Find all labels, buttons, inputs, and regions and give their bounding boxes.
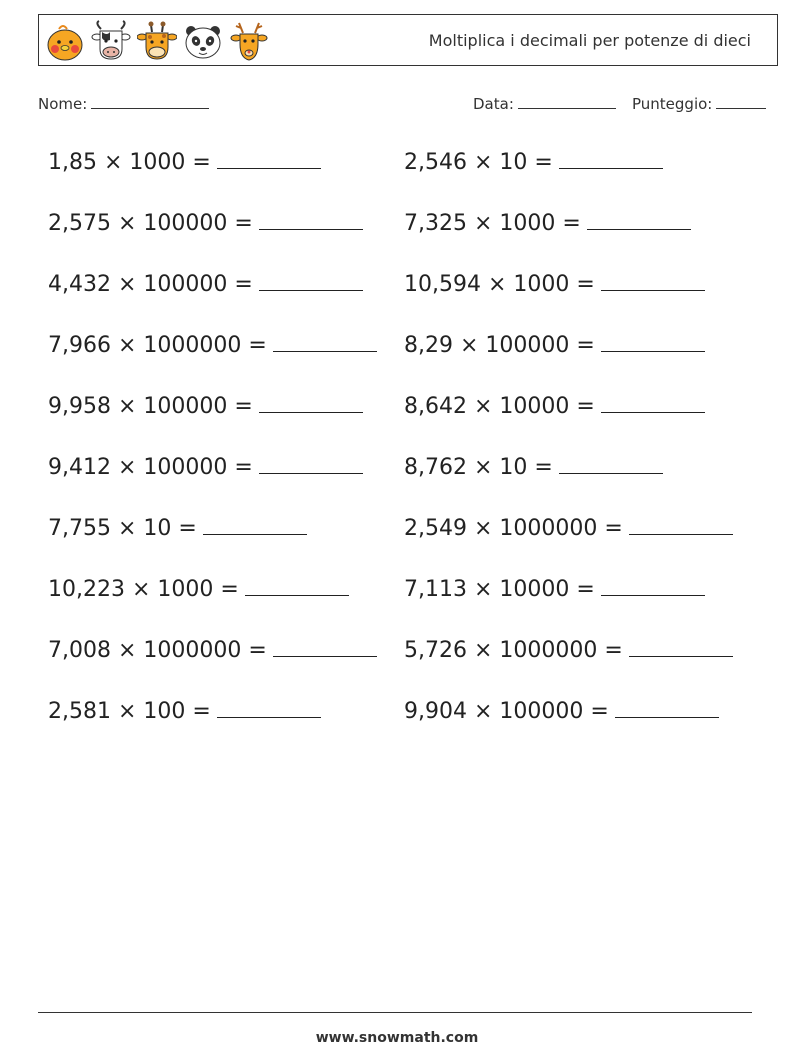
problem-right-1: [404, 150, 663, 175]
problem-right-10: [404, 699, 719, 724]
problem-right-8: [404, 577, 705, 602]
problem-text: 9,904 × 100000 =: [404, 699, 609, 724]
problem-right-7: [404, 516, 733, 541]
problem-left-3: [48, 272, 363, 297]
problem-text: 1,85 × 1000 =: [48, 150, 211, 175]
problem-left-6: [48, 455, 363, 480]
problem-text: 9,412 × 100000 =: [48, 455, 253, 480]
problem-right-6: [404, 455, 663, 480]
score-blank[interactable]: [716, 94, 766, 109]
problem-left-2: [48, 211, 363, 236]
answer-blank[interactable]: [259, 211, 363, 230]
problem-right-3: [404, 272, 705, 297]
problem-text: 5,726 × 1000000 =: [404, 638, 623, 663]
answer-blank[interactable]: [629, 516, 733, 535]
answer-blank[interactable]: [203, 516, 307, 535]
answer-blank[interactable]: [559, 455, 663, 474]
giraffe-icon: [137, 19, 177, 63]
problem-left-5: [48, 394, 363, 419]
problem-text: 2,549 × 1000000 =: [404, 516, 623, 541]
cow-icon: [91, 19, 131, 63]
answer-blank[interactable]: [217, 699, 321, 718]
date-label: Data:: [473, 95, 514, 113]
name-label: Nome:: [38, 95, 88, 113]
answer-blank[interactable]: [559, 150, 663, 169]
problem-text: 7,966 × 1000000 =: [48, 333, 267, 358]
problem-right-4: [404, 333, 705, 358]
problem-left-9: [48, 638, 377, 663]
panda-icon: [183, 19, 223, 63]
problem-text: 7,113 × 10000 =: [404, 577, 595, 602]
answer-blank[interactable]: [601, 394, 705, 413]
problem-text: 8,762 × 10 =: [404, 455, 553, 480]
answer-blank[interactable]: [615, 699, 719, 718]
name-field: [38, 94, 209, 113]
answer-blank[interactable]: [273, 638, 377, 657]
answer-blank[interactable]: [601, 272, 705, 291]
problem-text: 10,594 × 1000 =: [404, 272, 595, 297]
answer-blank[interactable]: [601, 577, 705, 596]
answer-blank[interactable]: [629, 638, 733, 657]
problem-right-9: [404, 638, 733, 663]
footer-url[interactable]: www.snowmath.com: [315, 1030, 479, 1046]
score-label: Punteggio:: [632, 95, 713, 113]
problem-right-2: [404, 211, 691, 236]
answer-blank[interactable]: [601, 333, 705, 352]
problem-text: 4,432 × 100000 =: [48, 272, 253, 297]
chick-icon: [45, 19, 85, 63]
problem-text: 7,755 × 10 =: [48, 516, 197, 541]
problem-right-5: [404, 394, 705, 419]
score-field: [632, 94, 766, 113]
problem-left-1: [48, 150, 321, 175]
problem-text: 7,008 × 1000000 =: [48, 638, 267, 663]
problem-left-7: [48, 516, 307, 541]
deer-icon: [229, 19, 269, 63]
problem-left-4: [48, 333, 377, 358]
answer-blank[interactable]: [245, 577, 349, 596]
footer-divider: [38, 1012, 752, 1013]
answer-blank[interactable]: [217, 150, 321, 169]
problem-text: 9,958 × 100000 =: [48, 394, 253, 419]
problem-text: 7,325 × 1000 =: [404, 211, 581, 236]
worksheet-header: [38, 14, 778, 66]
answer-blank[interactable]: [259, 455, 363, 474]
problem-left-8: [48, 577, 349, 602]
answer-blank[interactable]: [259, 394, 363, 413]
date-blank[interactable]: [518, 94, 616, 109]
date-field: [473, 94, 616, 113]
problem-text: 2,546 × 10 =: [404, 150, 553, 175]
problem-text: 8,642 × 10000 =: [404, 394, 595, 419]
problem-text: 2,575 × 100000 =: [48, 211, 253, 236]
problem-text: 2,581 × 100 =: [48, 699, 211, 724]
problem-text: 8,29 × 100000 =: [404, 333, 595, 358]
answer-blank[interactable]: [273, 333, 377, 352]
problem-left-10: [48, 699, 321, 724]
name-blank[interactable]: [91, 94, 209, 109]
answer-blank[interactable]: [587, 211, 691, 230]
problem-text: 10,223 × 1000 =: [48, 577, 239, 602]
answer-blank[interactable]: [259, 272, 363, 291]
animal-icons: [45, 19, 269, 63]
worksheet-title: Moltiplica i decimali per potenze di dieci: [428, 31, 751, 50]
